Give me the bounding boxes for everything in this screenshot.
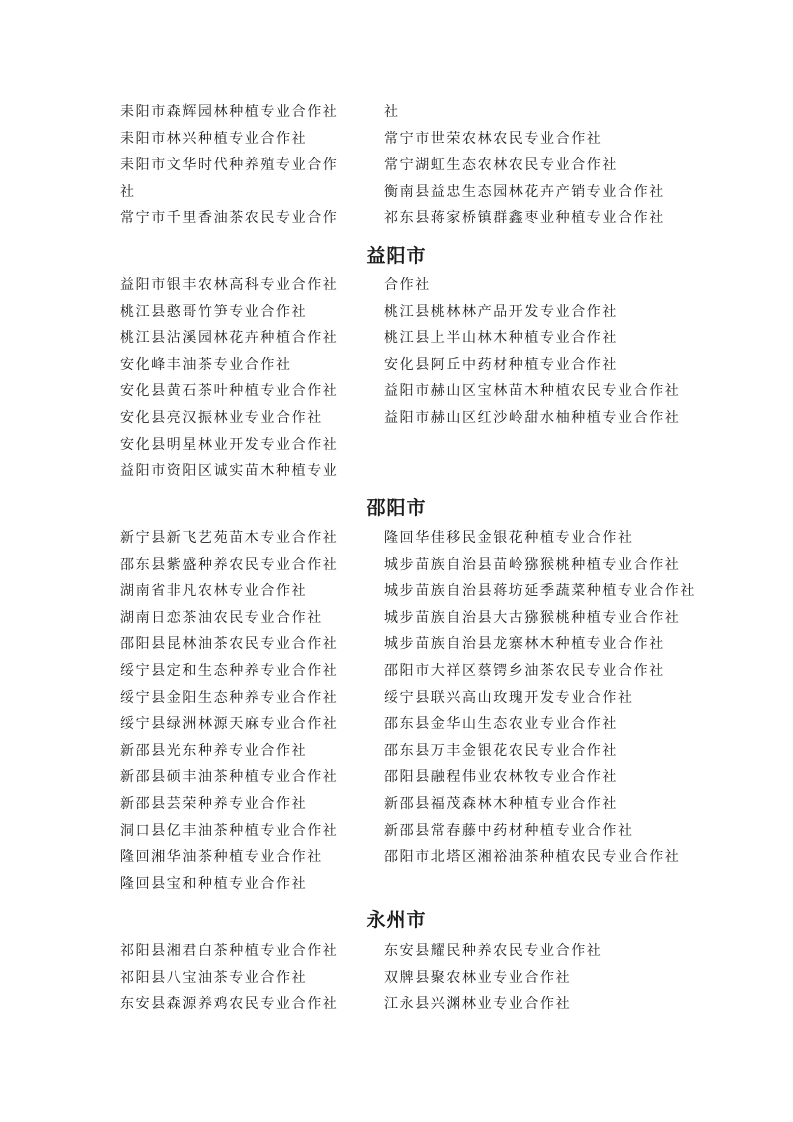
list-item: 常宁市世荣农林农民专业合作社 (384, 130, 603, 147)
list-item: 常宁市千里香油茶农民专业合作 (120, 210, 339, 227)
list-item: 祁东县蒋家桥镇群鑫枣业种植专业合作社 (384, 210, 665, 227)
right-column (384, 99, 684, 232)
list-item: 安化县亮汉振林业专业合作社 (120, 409, 323, 426)
list-item: 常宁湖虹生态农林农民专业合作社 (384, 157, 618, 174)
section-heading-shaoyang: 邵阳市 (366, 497, 427, 519)
list-item: 绥宁县绿洲林源天麻专业合作社 (120, 716, 339, 733)
left-column (120, 938, 370, 1018)
list-item: 邵阳市大祥区蔡锷乡油茶农民专业合作社 (384, 662, 665, 679)
list-item: 东安县森源养鸡农民专业合作社 (120, 996, 339, 1013)
list-item: 社 (384, 104, 400, 120)
section-heading-yongzhou: 永州市 (366, 909, 427, 931)
list-item: 东安县耀民种养农民专业合作社 (384, 943, 603, 959)
list-item: 桃江县桃林林产品开发专业合作社 (384, 303, 618, 320)
list-item: 新邵县光东种养专业合作社 (120, 742, 308, 759)
list-item: 城步苗族自治县苗岭猕猴桃种植专业合作社 (384, 556, 681, 573)
list-item: 隆回湘华油茶种植专业合作社 (120, 849, 323, 866)
list-item: 绥宁县定和生态种养专业合作社 (120, 662, 339, 679)
list-item: 桃江县憨哥竹笋专业合作社 (120, 303, 308, 320)
list-item: 益阳市银丰农林高科专业合作社 (120, 277, 339, 293)
list-item: 耒阳市文华时代种养殖专业合作 (120, 157, 339, 174)
list-item: 洞口县亿丰油茶种植专业合作社 (120, 822, 339, 839)
list-item: 城步苗族自治县大古猕猴桃种植专业合作社 (384, 609, 681, 626)
list-item: 益阳市赫山区红沙岭甜水柚种植专业合作社 (384, 409, 681, 426)
list-item: 新邵县福茂森林木种植专业合作社 (384, 795, 618, 812)
list-item: 衡南县益忠生态园林花卉产销专业合作社 (384, 183, 665, 200)
list-item: 安化县黄石茶叶种植专业合作社 (120, 383, 339, 400)
list-item: 邵阳市北塔区湘裕油茶种植农民专业合作社 (384, 849, 681, 866)
right-column (384, 272, 684, 432)
list-item: 绥宁县金阳生态种养专业合作社 (120, 689, 339, 706)
list-item: 邵东县万丰金银花农民专业合作社 (384, 742, 618, 759)
list-item: 安化县明星林业开发专业合作社 (120, 436, 339, 453)
list-item: 祁阳县八宝油茶专业合作社 (120, 969, 308, 986)
list-item: 新邵县常春藤中药材种植专业合作社 (384, 822, 634, 839)
list-item: 新宁县新飞艺苑苗木专业合作社 (120, 530, 339, 546)
list-item: 湖南日恋茶油农民专业合作社 (120, 609, 323, 626)
list-item: 城步苗族自治县蒋坊延季蔬菜种植专业合作社 (384, 583, 696, 600)
list-item: 双牌县聚农林业专业合作社 (384, 969, 572, 986)
list-item: 绥宁县联兴高山玫瑰开发专业合作社 (384, 689, 634, 706)
list-item: 社 (120, 183, 136, 200)
list-item: 益阳市资阳区诚实苗木种植专业 (120, 463, 339, 480)
list-item: 邵阳县昆林油茶农民专业合作社 (120, 636, 339, 653)
list-item: 祁阳县湘君白茶种植专业合作社 (120, 943, 339, 959)
list-item: 邵东县金华山生态农业专业合作社 (384, 716, 618, 733)
list-item: 耒阳市森辉园林种植专业合作社 (120, 104, 339, 120)
list-item: 安化县阿丘中药材种植专业合作社 (384, 356, 618, 373)
section-heading-yiyang: 益阳市 (366, 245, 427, 267)
right-column (384, 938, 684, 1018)
left-column (120, 272, 370, 485)
list-item: 安化峰丰油茶专业合作社 (120, 356, 292, 373)
list-item: 隆回华佳移民金银花种植专业合作社 (384, 530, 634, 546)
list-item: 新邵县硕丰油茶种植专业合作社 (120, 769, 339, 786)
list-item: 隆回县宝和种植专业合作社 (120, 875, 308, 892)
list-item: 邵东县紫盛种养农民专业合作社 (120, 556, 339, 573)
list-item: 桃江县沾溪园林花卉种植合作社 (120, 330, 339, 347)
list-item: 桃江县上半山林木种植专业合作社 (384, 330, 618, 347)
list-item: 城步苗族自治县龙寨林木种植专业合作社 (384, 636, 665, 653)
list-item: 湖南省非凡农林专业合作社 (120, 583, 308, 600)
list-item: 新邵县芸荣种养专业合作社 (120, 795, 308, 812)
list-item: 益阳市赫山区宝林苗木种植农民专业合作社 (384, 383, 681, 400)
left-column (120, 99, 370, 232)
list-item: 邵阳县融程伟业农林牧专业合作社 (384, 769, 618, 786)
list-item: 合作社 (384, 277, 431, 293)
right-column (384, 525, 696, 871)
list-item: 耒阳市林兴种植专业合作社 (120, 130, 308, 147)
left-column (120, 525, 370, 897)
list-item: 江永县兴渊林业专业合作社 (384, 996, 572, 1013)
